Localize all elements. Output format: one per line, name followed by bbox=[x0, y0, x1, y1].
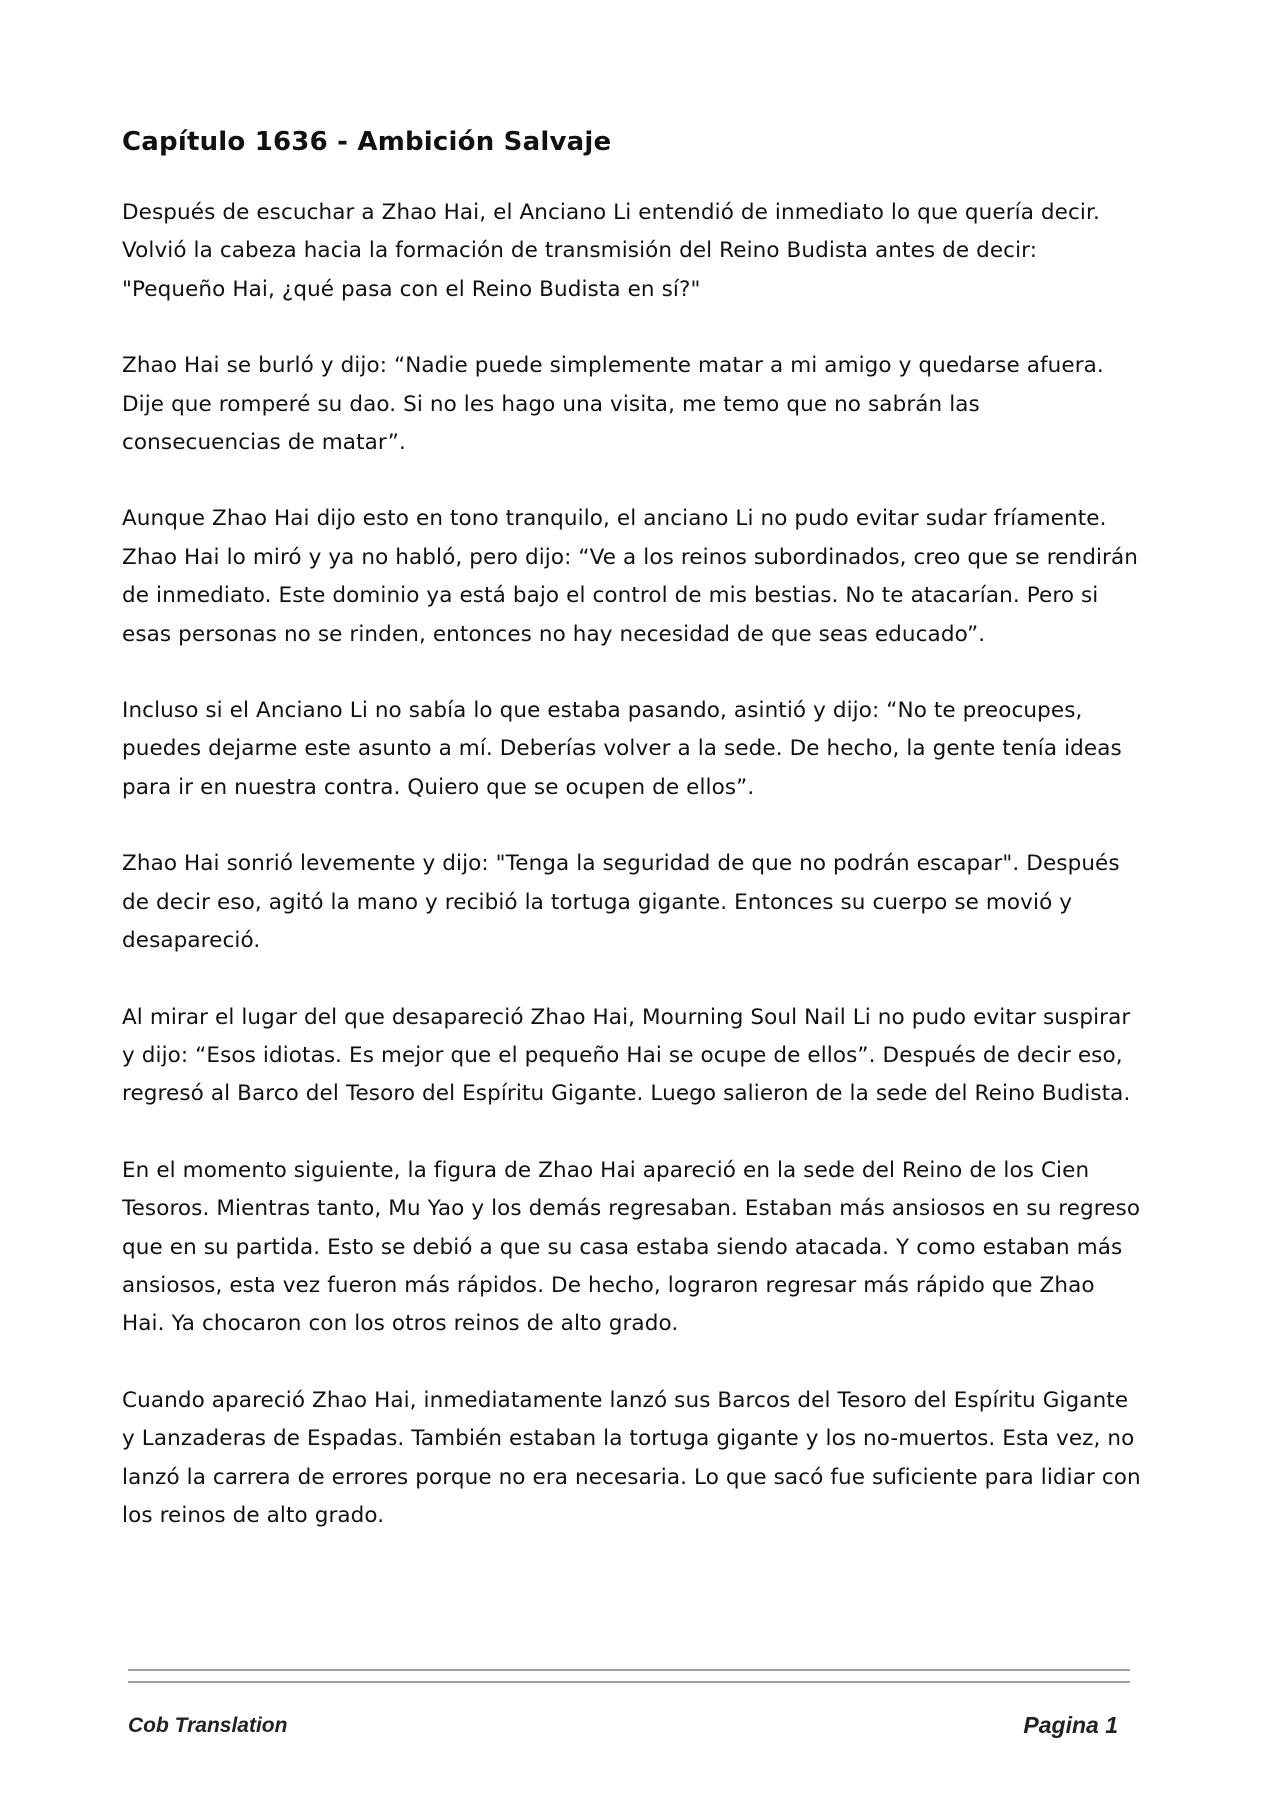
footer-divider-top bbox=[128, 1669, 1130, 1671]
document-body bbox=[122, 120, 1142, 1573]
paragraph-2: Zhao Hai se burló y dijo: “Nadie puede simplemente matar a mi amigo y quedarse afuera. Dije que romperé su dao. Si no les hago una visita, me temo que no sabrán las consecuencias de matar”. bbox=[122, 353, 1104, 456]
paragraph-7: En el momento siguiente, la figura de Zhao Hai apareció en la sede del Reino de los Cien Tesoros. Mientras tanto, Mu Yao y los demás regresaban. Estaban más ansiosos en su regreso que en su partida. Esto se debió a que su casa estaba siendo atacada. Y como estaban más ansiosos, esta vez fueron más rápidos. De hecho, lograron regresar más rápido que Zhao Hai. Ya chocaron con los otros reinos de alto grado. bbox=[122, 1157, 1141, 1337]
chapter-title: Capítulo 1636 - Ambición Salvaje bbox=[122, 127, 612, 157]
paragraph-8: Cuando apareció Zhao Hai, inmediatamente lanzó sus Barcos del Tesoro del Espíritu Gigante y Lanzaderas de Espadas. También estaban la tortuga gigante y los no-muertos. Esta vez, no lanzó la carrera de errores porque no era necesaria. Lo que sacó fue suficiente para lidiar con los reinos de alto grado. bbox=[122, 1387, 1141, 1528]
footer-divider-bottom bbox=[128, 1681, 1130, 1683]
footer-page-number: Pagina 1 bbox=[1023, 1712, 1118, 1738]
paragraph-5: Zhao Hai sonrió levemente y dijo: "Tenga la seguridad de que no podrán escapar". Después de decir eso, agitó la mano y recibió la tortuga gigante. Entonces su cuerpo se movió y desapareció. bbox=[122, 851, 1120, 954]
paragraph-6: Al mirar el lugar del que desapareció Zhao Hai, Mourning Soul Nail Li no pudo evitar suspirar y dijo: “Esos idiotas. Es mejor que el pequeño Hai se ocupe de ellos”. Después de decir eso, regresó al Barco del Tesoro del Espíritu Gigante. Luego salieron de la sede del Reino Budista. bbox=[122, 1004, 1131, 1107]
paragraph-3: Aunque Zhao Hai dijo esto en tono tranquilo, el anciano Li no pudo evitar sudar fríamente. Zhao Hai lo miró y ya no habló, pero dijo: “Ve a los reinos subordinados, creo que se rendirán de inmediato. Este dominio ya está bajo el control de mis bestias. No te atacarían. Pero si esas personas no se rinden, entonces no hay necesidad de que seas educado”. bbox=[122, 506, 1138, 647]
paragraph-1: Después de escuchar a Zhao Hai, el Anciano Li entendió de inmediato lo que quería decir. Volvió la cabeza hacia la formación de transmisión del Reino Budista antes de decir: "Pequeño Hai, ¿qué pasa con el Reino Budista en sí?" bbox=[122, 200, 1100, 302]
footer-translator-name: Cob Translation bbox=[128, 1714, 288, 1737]
paragraph-4: Incluso si el Anciano Li no sabía lo que estaba pasando, asintió y dijo: “No te preocupes, puedes dejarme este asunto a mí. Deberías volver a la sede. De hecho, la gente tenía ideas para ir en nuestra contra. Quiero que se ocupen de ellos”. bbox=[122, 698, 1122, 800]
